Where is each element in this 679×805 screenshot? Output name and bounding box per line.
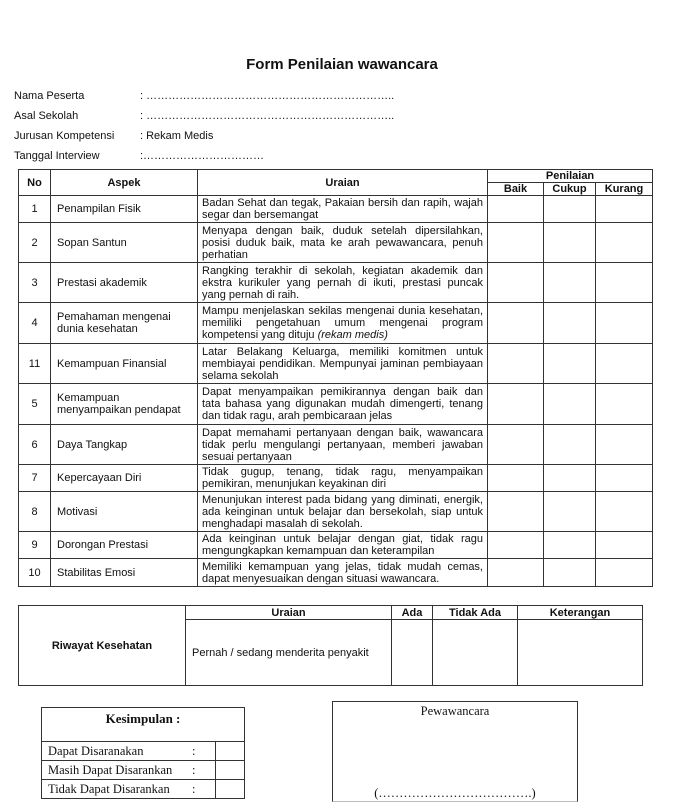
score-baik-cell[interactable] — [488, 303, 544, 344]
option-label: Tidak Dapat Disarankan — [48, 782, 170, 796]
table-row — [19, 223, 653, 263]
score-baik-cell[interactable] — [488, 559, 544, 587]
option-colon: : — [192, 782, 196, 796]
table-row — [19, 263, 653, 303]
form-title: Form Penilaian wawancara — [246, 56, 438, 73]
header-baik: Baik — [488, 183, 544, 196]
table-row — [19, 303, 653, 344]
option-colon: : — [192, 763, 196, 777]
aspect-name: Daya Tangkap — [51, 425, 198, 465]
signature-line[interactable]: (……………………………….) — [374, 786, 536, 800]
aspect-description — [198, 532, 488, 559]
score-baik-cell[interactable] — [488, 492, 544, 532]
score-kurang-cell[interactable] — [596, 425, 653, 465]
score-kurang-cell[interactable] — [596, 196, 653, 223]
aspect-name: Sopan Santun — [51, 223, 198, 263]
health-history-label: Riwayat Kesehatan — [19, 606, 186, 686]
score-baik-cell[interactable] — [488, 532, 544, 559]
header-uraian: Uraian — [198, 170, 488, 196]
description-note: (rekam medis) — [317, 329, 388, 341]
table-row — [19, 196, 653, 223]
header-penilaian: Penilaian — [488, 170, 653, 183]
table-row — [19, 344, 653, 384]
aspect-description — [198, 196, 488, 223]
aspect-name: Prestasi akademik — [51, 263, 198, 303]
header-no: No — [19, 170, 51, 196]
score-baik-cell[interactable] — [488, 263, 544, 303]
assessment-table — [18, 169, 653, 587]
kesimpulan-option — [42, 742, 244, 761]
aspect-description — [198, 223, 488, 263]
aspect-description — [198, 492, 488, 532]
row-number: 4 — [19, 303, 51, 344]
info-label: Jurusan Kompetensi — [14, 130, 115, 142]
score-cukup-cell[interactable] — [544, 492, 596, 532]
score-cukup-cell[interactable] — [544, 263, 596, 303]
header-ada: Ada — [392, 606, 433, 620]
option-colon: : — [192, 744, 196, 758]
info-label: Nama Peserta — [14, 90, 85, 102]
keterangan-cell[interactable] — [518, 620, 643, 686]
score-baik-cell[interactable] — [488, 425, 544, 465]
header-tidak-ada: Tidak Ada — [433, 606, 518, 620]
aspect-description — [198, 263, 488, 303]
score-baik-cell[interactable] — [488, 465, 544, 492]
header-keterangan: Keterangan — [518, 606, 643, 620]
option-checkbox-cell[interactable] — [215, 761, 244, 779]
row-number: 7 — [19, 465, 51, 492]
header-aspek: Aspek — [51, 170, 198, 196]
header-uraian: Uraian — [186, 606, 392, 620]
score-cukup-cell[interactable] — [544, 559, 596, 587]
score-kurang-cell[interactable] — [596, 492, 653, 532]
header-kurang: Kurang — [596, 183, 653, 196]
info-label: Tanggal Interview — [14, 150, 100, 162]
info-label: Asal Sekolah — [14, 110, 79, 122]
table-row — [19, 492, 653, 532]
description-text: Mampu menjelaskan sekilas mengenai dunia kesehatan, memiliki pengetahuan umum mengenai program kompetensi yang dituju — [202, 305, 483, 341]
score-cukup-cell[interactable] — [544, 384, 596, 425]
score-kurang-cell[interactable] — [596, 223, 653, 263]
description-text: Menyapa dengan baik, duduk setelah dipersilahkan, posisi duduk baik, mata ke arah pewawancara, penuh perhatian — [202, 224, 483, 261]
row-number: 9 — [19, 532, 51, 559]
aspect-name: Kemampuan Finansial — [51, 344, 198, 384]
score-baik-cell[interactable] — [488, 344, 544, 384]
score-cukup-cell[interactable] — [544, 425, 596, 465]
aspect-name: Pemahaman mengenai dunia kesehatan — [51, 303, 198, 344]
info-value[interactable]: : ………………………………………………………….. — [140, 90, 395, 102]
aspect-name: Motivasi — [51, 492, 198, 532]
score-kurang-cell[interactable] — [596, 303, 653, 344]
aspect-description — [198, 303, 488, 344]
row-number: 6 — [19, 425, 51, 465]
score-kurang-cell[interactable] — [596, 344, 653, 384]
description-text: Memiliki kemampuan yang jelas, tidak mudah cemas, dapat menyesuaikan dengan situasi wawancara. — [202, 560, 483, 585]
row-number: 2 — [19, 223, 51, 263]
score-cukup-cell[interactable] — [544, 223, 596, 263]
aspect-description — [198, 425, 488, 465]
score-baik-cell[interactable] — [488, 384, 544, 425]
info-value[interactable]: : ………………………………………………………….. — [140, 110, 395, 122]
info-value[interactable]: : Rekam Medis — [140, 130, 214, 142]
aspect-description — [198, 384, 488, 425]
description-text: Menunjukan interest pada bidang yang diminati, energik, ada keinginan untuk belajar dan bersekolah, siap untuk menghadapi masalah di sekolah. — [202, 493, 483, 530]
table-row — [19, 532, 653, 559]
table-row — [19, 425, 653, 465]
option-checkbox-cell[interactable] — [215, 780, 244, 798]
description-text: Dapat menyampaikan pemikirannya dengan baik dan tata bahasa yang digunakan mudah dimengerti, tenang dan tidak ragu, arah pembicaraan jelas — [202, 386, 483, 422]
description-text: Ada keinginan untuk belajar dengan giat, tidak ragu mengungkapkan kemampuan dan keterampilan — [202, 533, 483, 557]
option-checkbox-cell[interactable] — [215, 742, 244, 760]
option-label: Masih Dapat Disarankan — [48, 763, 173, 777]
info-value[interactable]: :…………………………… — [140, 150, 265, 162]
description-text: Dapat memahami pertanyaan dengan baik, wawancara tidak perlu mengulangi pertanyaan, memberi jawaban sesuai pertanyaan — [202, 426, 483, 463]
kesimpulan-option — [42, 780, 244, 798]
aspect-name: Kepercayaan Diri — [51, 465, 198, 492]
header-cukup: Cukup — [544, 183, 596, 196]
score-cukup-cell[interactable] — [544, 196, 596, 223]
aspect-name: Stabilitas Emosi — [51, 559, 198, 587]
pewawancara-box — [332, 701, 578, 802]
aspect-name: Dorongan Prestasi — [51, 532, 198, 559]
pewawancara-title: Pewawancara — [420, 704, 490, 718]
table-row — [19, 465, 653, 492]
score-kurang-cell[interactable] — [596, 263, 653, 303]
description-text: Badan Sehat dan tegak, Pakaian bersih dan rapih, wajah segar dan bersemangat — [202, 197, 483, 221]
aspect-description — [198, 465, 488, 492]
kesimpulan-box — [41, 707, 245, 799]
score-kurang-cell[interactable] — [596, 384, 653, 425]
score-cukup-cell[interactable] — [544, 465, 596, 492]
option-label: Dapat Disaranakan — [48, 744, 144, 758]
row-number: 3 — [19, 263, 51, 303]
score-kurang-cell[interactable] — [596, 532, 653, 559]
health-history-table — [18, 605, 643, 686]
aspect-description — [198, 344, 488, 384]
table-row — [19, 559, 653, 587]
score-cukup-cell[interactable] — [544, 532, 596, 559]
description-text: Tidak gugup, tenang, tidak ragu, menyampaikan pemikiran, menunjukan keyakinan diri — [202, 466, 483, 490]
row-number: 8 — [19, 492, 51, 532]
table-row — [19, 384, 653, 425]
score-cukup-cell[interactable] — [544, 303, 596, 344]
row-number: 5 — [19, 384, 51, 425]
score-kurang-cell[interactable] — [596, 559, 653, 587]
row-number: 11 — [19, 344, 51, 384]
aspect-name: Kemampuan menyampaikan pendapat — [51, 384, 198, 425]
description-text: Rangking terakhir di sekolah, kegiatan akademik dan ekstra kurikuler yang pernah di ikuti, prestasi puncak yang pernah di raih. — [202, 264, 483, 301]
score-cukup-cell[interactable] — [544, 344, 596, 384]
kesimpulan-option — [42, 761, 244, 780]
ada-cell[interactable] — [392, 620, 433, 686]
description-text: Latar Belakang Keluarga, memiliki komitmen untuk membiayai pendidikan. Mempunyai jaminan pembiayaan selama sekolah — [202, 345, 483, 382]
tidak-ada-cell[interactable] — [433, 620, 518, 686]
score-baik-cell[interactable] — [488, 223, 544, 263]
health-item-description: Pernah / sedang menderita penyakit — [186, 620, 392, 686]
score-kurang-cell[interactable] — [596, 465, 653, 492]
row-number: 1 — [19, 196, 51, 223]
row-number: 10 — [19, 559, 51, 587]
score-baik-cell[interactable] — [488, 196, 544, 223]
aspect-name: Penampilan Fisik — [51, 196, 198, 223]
aspect-description — [198, 559, 488, 587]
kesimpulan-title: Kesimpulan : — [42, 708, 244, 742]
